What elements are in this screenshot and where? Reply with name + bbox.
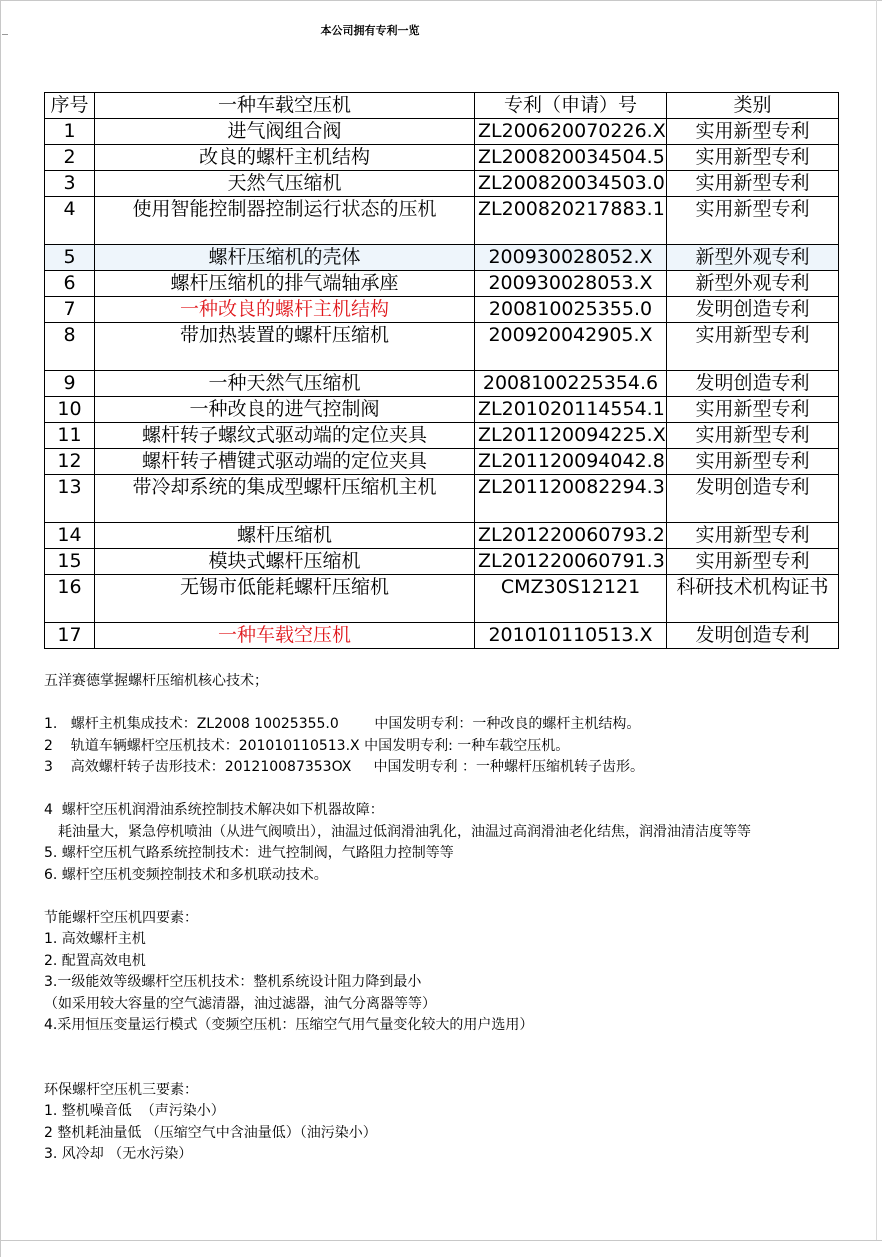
row-category: 实用新型专利	[667, 549, 839, 575]
lube-control-body: 耗油量大，紧急停机喷油（从进气阀喷出），油温过低润滑油乳化，油温过高润滑油老化结焦，润滑油清洁度等等	[58, 823, 751, 840]
page-border-top	[0, 0, 882, 1]
row-index: 7	[45, 297, 95, 323]
row-name: 使用智能控制器控制运行状态的压机	[95, 197, 475, 245]
row-name: 螺杆压缩机的壳体	[95, 245, 475, 271]
row-index: 9	[45, 371, 95, 397]
page-border-right	[876, 0, 877, 1240]
row-category: 发明创造专利	[667, 371, 839, 397]
row-index: 3	[45, 171, 95, 197]
row-index: 6	[45, 271, 95, 297]
core-tech-item: 2 轨道车辆螺杆空压机技术：201010110513.X 中国发明专利: 一种车载空压机。	[44, 737, 570, 754]
row-patent-number: ZL200620070226.X	[475, 119, 667, 145]
document-title: 本公司拥有专利一览	[320, 24, 420, 37]
table-row	[45, 423, 839, 449]
lube-control-title: 4 螺杆空压机润滑油系统控制技术解决如下机器故障：	[44, 802, 384, 818]
row-name: 带加热装置的螺杆压缩机	[95, 323, 475, 371]
row-index: 17	[45, 623, 95, 649]
row-category: 实用新型专利	[667, 119, 839, 145]
row-patent-number: 200920042905.X	[475, 323, 667, 371]
energy-heading: 节能螺杆空压机四要素：	[44, 909, 198, 926]
row-patent-number: ZL201220060791.3	[475, 549, 667, 575]
row-index: 4	[45, 197, 95, 245]
table-row	[45, 449, 839, 475]
page-border-bottom	[0, 1240, 882, 1241]
row-index: 5	[45, 245, 95, 271]
energy-item: 4.采用恒压变量运行模式（变频空压机：压缩空气用气量变化较大的用户选用）	[44, 1017, 534, 1033]
energy-item: 1. 高效螺杆主机	[44, 931, 146, 947]
row-index: 14	[45, 523, 95, 549]
energy-item: 3.一级能效等级螺杆空压机技术：整机系统设计阻力降到最小	[44, 974, 422, 990]
row-category: 实用新型专利	[667, 423, 839, 449]
row-patent-number: 200930028052.X	[475, 245, 667, 271]
row-patent-number: CMZ30S12121	[475, 575, 667, 623]
row-patent-number: 200930028053.X	[475, 271, 667, 297]
row-name: 进气阀组合阀	[95, 119, 475, 145]
row-category: 新型外观专利	[667, 245, 839, 271]
page-border-left	[0, 0, 1, 1257]
table-row	[45, 371, 839, 397]
row-index: 16	[45, 575, 95, 623]
row-patent-number: ZL200820034504.5	[475, 145, 667, 171]
table-row	[45, 119, 839, 145]
table-row	[45, 271, 839, 297]
table-row	[45, 523, 839, 549]
row-category: 实用新型专利	[667, 397, 839, 423]
row-name-highlighted: 一种车载空压机	[95, 623, 475, 649]
row-category: 实用新型专利	[667, 449, 839, 475]
row-category: 实用新型专利	[667, 197, 839, 245]
row-index: 2	[45, 145, 95, 171]
table-row	[45, 197, 839, 245]
row-patent-number: ZL200820034503.0	[475, 171, 667, 197]
row-patent-number: ZL201120082294.3	[475, 475, 667, 523]
row-category: 发明创造专利	[667, 297, 839, 323]
row-category: 新型外观专利	[667, 271, 839, 297]
env-item: 1. 整机噪音低 （声污染小）	[44, 1103, 225, 1119]
env-item: 3. 风冷却 （无水污染）	[44, 1146, 193, 1162]
row-patent-number: 201010110513.X	[475, 623, 667, 649]
row-name: 螺杆转子槽键式驱动端的定位夹具	[95, 449, 475, 475]
table-row	[45, 475, 839, 523]
table-row	[45, 397, 839, 423]
row-name: 模块式螺杆压缩机	[95, 549, 475, 575]
row-patent-number: ZL201120094225.X	[475, 423, 667, 449]
energy-item: 2. 配置高效电机	[44, 952, 146, 969]
vfd-control-item: 6. 螺杆空压机变频控制技术和多机联动技术。	[44, 866, 328, 883]
row-index: 13	[45, 475, 95, 523]
energy-item: （如采用较大容量的空气滤清器，油过滤器，油气分离器等等）	[44, 995, 436, 1012]
table-row	[45, 323, 839, 371]
row-category: 实用新型专利	[667, 323, 839, 371]
table-row	[45, 145, 839, 171]
row-category: 实用新型专利	[667, 523, 839, 549]
header-category: 类别	[667, 93, 839, 119]
row-patent-number: 2008100225354.6	[475, 371, 667, 397]
row-name: 改良的螺杆主机结构	[95, 145, 475, 171]
table-row	[45, 171, 839, 197]
env-heading: 环保螺杆空压机三要素：	[44, 1081, 198, 1098]
row-index: 11	[45, 423, 95, 449]
row-name-highlighted: 一种改良的螺杆主机结构	[95, 297, 475, 323]
header-index: 序号	[45, 93, 95, 119]
row-name: 一种改良的进气控制阀	[95, 397, 475, 423]
table-header-row	[45, 93, 839, 119]
row-patent-number: ZL201020114554.1	[475, 397, 667, 423]
row-patent-number: ZL201220060793.2	[475, 523, 667, 549]
header-name: 一种车载空压机	[95, 93, 475, 119]
row-patent-number: ZL200820217883.1	[475, 197, 667, 245]
row-category: 发明创造专利	[667, 623, 839, 649]
table-row	[45, 575, 839, 623]
row-name: 螺杆压缩机	[95, 523, 475, 549]
row-category: 实用新型专利	[667, 171, 839, 197]
table-row	[45, 297, 839, 323]
core-tech-item: 3 高效螺杆转子齿形技术：201210087353OX 中国发明专利 ：一种螺杆压缩机转子齿形。	[44, 759, 645, 775]
row-name: 无锡市低能耗螺杆压缩机	[95, 575, 475, 623]
header-patent-number: 专利（申请）号	[475, 93, 667, 119]
core-tech-item: 1. 螺杆主机集成技术：ZL2008 10025355.0 中国发明专利：一种改良的螺杆主机结构。	[44, 716, 641, 732]
row-name: 螺杆转子螺纹式驱动端的定位夹具	[95, 423, 475, 449]
row-category: 实用新型专利	[667, 145, 839, 171]
core-tech-heading: 五洋赛德掌握螺杆压缩机核心技术；	[44, 673, 268, 689]
airpath-control-item: 5. 螺杆空压机气路系统控制技术：进气控制阀，气路阻力控制等等	[44, 845, 454, 861]
table-row	[45, 623, 839, 649]
row-category: 发明创造专利	[667, 475, 839, 523]
row-patent-number: ZL201120094042.8	[475, 449, 667, 475]
row-name: 天然气压缩机	[95, 171, 475, 197]
row-index: 12	[45, 449, 95, 475]
row-name: 螺杆压缩机的排气端轴承座	[95, 271, 475, 297]
row-index: 10	[45, 397, 95, 423]
patent-table	[44, 92, 839, 649]
row-index: 8	[45, 323, 95, 371]
row-patent-number: 200810025355.0	[475, 297, 667, 323]
notes-section	[44, 671, 854, 1166]
row-index: 1	[45, 119, 95, 145]
table-row	[45, 549, 839, 575]
row-category: 科研技术机构证书	[667, 575, 839, 623]
table-row	[45, 245, 839, 271]
row-name: 带冷却系统的集成型螺杆压缩机主机	[95, 475, 475, 523]
row-index: 15	[45, 549, 95, 575]
env-item: 2 整机耗油量低 （压缩空气中含油量低）（油污染小）	[44, 1124, 377, 1141]
row-name: 一种天然气压缩机	[95, 371, 475, 397]
